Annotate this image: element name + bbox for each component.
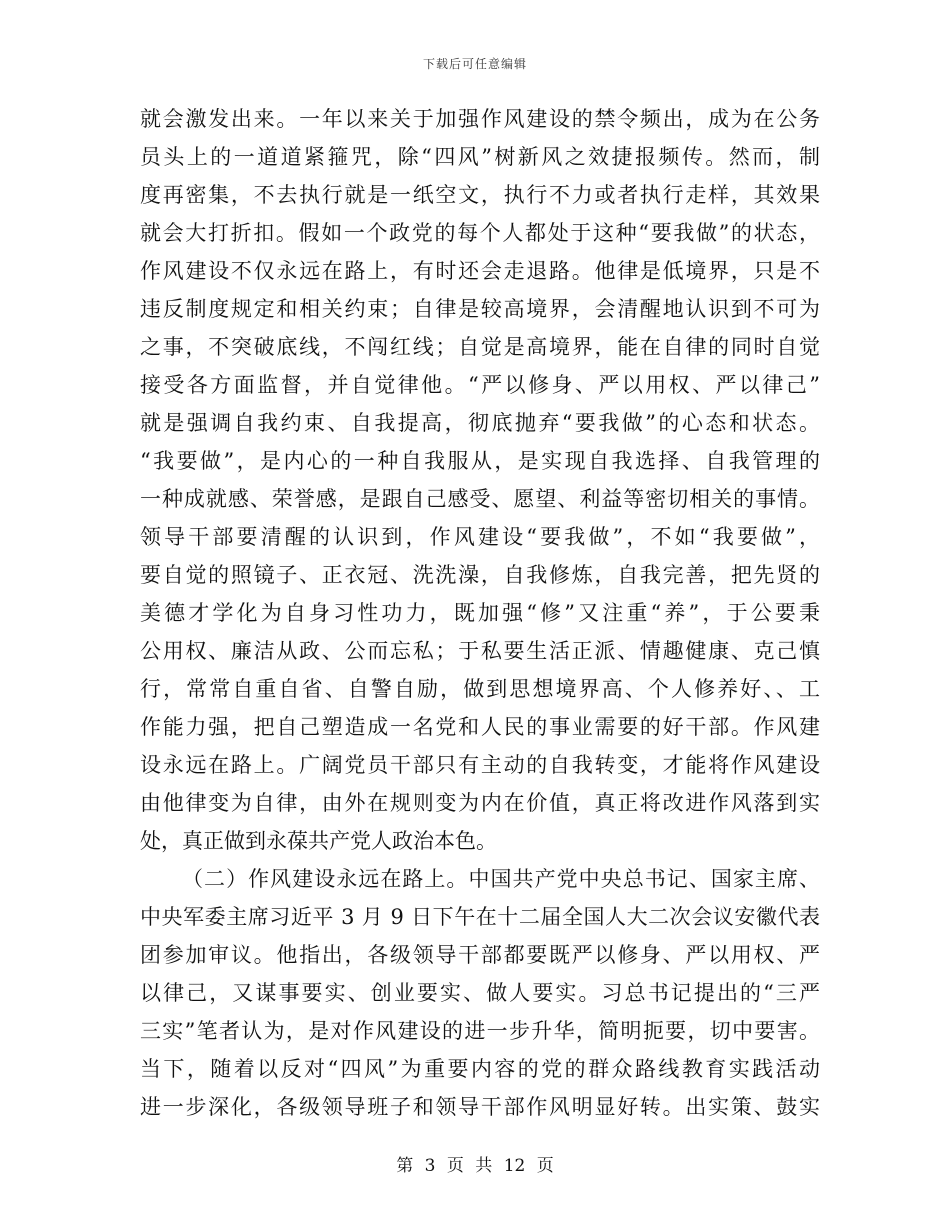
text-line: 美德才学化为自身习性功力，既加强“修”又注重“养”，于公要秉: [140, 601, 820, 625]
text-line: 度再密集，不去执行就是一纸空文，执行不力或者执行走样，其效果: [140, 183, 820, 207]
section-heading-line: （二）作风建设永远在路上。中国共产党中央总书记、国家主席、: [182, 867, 820, 891]
text-line: 设永远在路上。广阔党员干部只有主动的自我转变，才能将作风建设: [140, 753, 820, 777]
text-line: 就是强调自我约束、自我提高，彻底抛弃“要我做”的心态和状态。: [140, 411, 820, 435]
text-line: 要自觉的照镜子、正衣冠、洗洗澡，自我修炼，自我完善，把先贤的: [140, 563, 820, 587]
text-line: 团参加审议。他指出，各级领导干部都要既严以修身、严以用权、严: [140, 943, 820, 967]
body-text: [140, 100, 820, 1126]
text-line: 处，真正做到永葆共产党人政治本色。: [140, 829, 497, 853]
text-line: 领导干部要清醒的认识到，作风建设“要我做”，不如“我要做”，: [140, 525, 820, 549]
text-line: 就会激发出来。一年以来关于加强作风建设的禁令频出，成为在公务: [140, 107, 820, 131]
page-footer: 第 3 页 共 12 页: [396, 1156, 554, 1176]
text-line: 一种成就感、荣誉感，是跟自己感受、愿望、利益等密切相关的事情。: [140, 487, 820, 511]
text-line: 员头上的一道道紧箍咒，除“四风”树新风之效捷报频传。然而，制: [140, 145, 820, 169]
text-line: 由他律变为自律，由外在规则变为内在价值，真正将改进作风落到实: [140, 791, 820, 815]
text-line: 中央军委主席习近平 3 月 9 日下午在十二届全国人大二次会议安徽代表: [140, 905, 820, 929]
page-header: 下载后可任意编辑: [422, 57, 527, 71]
text-line: 作风建设不仅永远在路上，有时还会走退路。他律是低境界，只是不: [140, 259, 820, 283]
text-line: 违反制度规定和相关约束；自律是较高境界，会清醒地认识到不可为: [140, 297, 820, 321]
text-line: 接受各方面监督，并自觉律他。“严以修身、严以用权、严以律己”: [140, 373, 820, 397]
text-line: 之事，不突破底线，不闯红线；自觉是高境界，能在自律的同时自觉: [140, 335, 820, 359]
text-line: 进一步深化，各级领导班子和领导干部作风明显好转。出实策、鼓实: [140, 1095, 820, 1119]
text-line: 作能力强，把自己塑造成一名党和人民的事业需要的好干部。作风建: [140, 715, 820, 739]
text-line: “我要做”，是内心的一种自我服从，是实现自我选择、自我管理的: [140, 449, 820, 473]
text-line: 就会大打折扣。假如一个政党的每个人都处于这种“要我做”的状态，: [140, 221, 820, 245]
text-line: 三实”笔者认为，是对作风建设的进一步升华，简明扼要，切中要害。: [140, 1019, 820, 1043]
text-line: 公用权、廉洁从政、公而忘私；于私要生活正派、情趣健康、克己慎: [140, 639, 820, 663]
text-line: 当下，随着以反对“四风”为重要内容的党的群众路线教育实践活动: [140, 1057, 820, 1081]
text-line: 以律己，又谋事要实、创业要实、做人要实。习总书记提出的“三严: [140, 981, 820, 1005]
text-line: 行，常常自重自省、自警自励，做到思想境界高、个人修养好、、工: [140, 677, 820, 701]
